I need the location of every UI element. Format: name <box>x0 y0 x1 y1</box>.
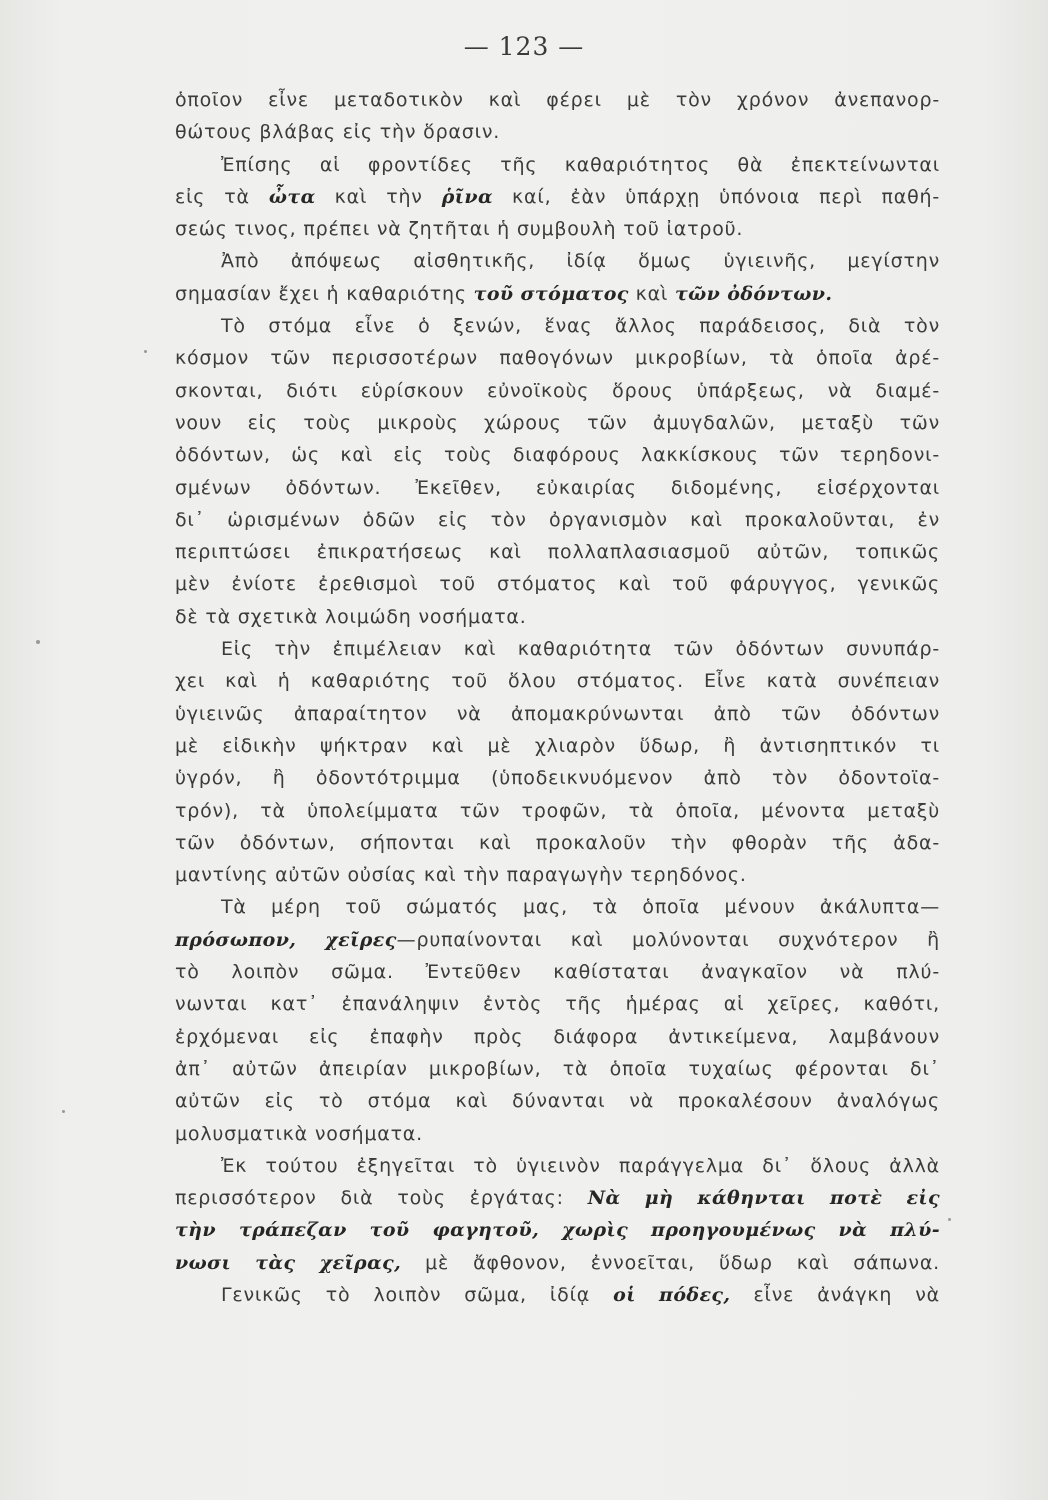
text-segment: Τὰ μέρη τοῦ σώματός μας, τὰ ὁποῖα μένουν ἀκάλυπτα— <box>221 896 940 919</box>
text-segment: τὸ λοιπὸν σῶμα. Ἐντεῦθεν καθίσταται ἀναγκαῖον νὰ πλύ- <box>175 961 940 984</box>
text-segment: εἰς τὰ <box>175 185 269 208</box>
text-line <box>175 1247 940 1279</box>
text-line <box>175 988 940 1020</box>
text-line <box>175 730 940 762</box>
text-line <box>175 84 940 116</box>
emphasized-text: οἱ πόδες, <box>613 1283 731 1306</box>
text-segment: νουν εἰς τοὺς μικροὺς χώρους τῶν ἀμυγδαλῶν, μεταξὺ τῶν <box>175 411 940 434</box>
text-segment: Ἐπίσης αἱ φροντίδες τῆς καθαριότητος θὰ ἐπεκτείνωνται <box>221 153 940 176</box>
page-number: — 123 — <box>463 32 585 61</box>
text-line <box>175 472 940 504</box>
text-segment: ὀδόντων, ὡς καὶ εἰς τοὺς διαφόρους λακκίσκους τῶν τερηδονι- <box>175 444 940 467</box>
text-segment: δὲ τὰ σχετικὰ λοιμώδη νοσήματα. <box>175 605 527 628</box>
text-line <box>175 407 940 439</box>
text-segment: σεώς τινος, πρέπει νὰ ζητῆται ἡ συμβουλὴ τοῦ ἰατροῦ. <box>175 218 744 241</box>
text-segment: Ἀπὸ ἀπόψεως αἰσθητικῆς, ἰδίᾳ ὅμως ὑγιεινῆς, μεγίστην <box>221 250 940 273</box>
emphasized-text: ὦτα <box>268 185 316 208</box>
text-line <box>175 1021 940 1053</box>
text-segment: καὶ τὴν <box>315 185 442 208</box>
text-segment: μὲ εἰδικὴν ψήκτραν καὶ μὲ χλιαρὸν ὕδωρ, ἢ ἀντισηπτικόν τι <box>175 734 940 757</box>
text-line <box>175 342 940 374</box>
text-segment: καί, ἐὰν ὑπάρχῃ ὑπόνοια περὶ παθή- <box>493 185 940 208</box>
text-line <box>175 181 940 213</box>
emphasized-text: τοῦ στόματος <box>473 282 629 305</box>
body-text <box>175 84 940 1311</box>
text-segment: ἐρχόμεναι εἰς ἐπαφὴν πρὸς διάφορα ἀντικείμενα, λαμβάνουν <box>175 1025 940 1048</box>
text-line <box>175 504 940 536</box>
text-line <box>175 213 940 245</box>
emphasized-text: τὴν τράπεζαν τοῦ φαγητοῦ, χωρὶς προηγουμένως νὰ πλύ- <box>175 1219 940 1242</box>
text-segment: σκονται, διότι εὑρίσκουν εὐνοϊκοὺς ὅρους ὑπάρξεως, νὰ διαμέ- <box>175 379 940 402</box>
emphasized-text: Νὰ μὴ κάθηνται ποτὲ εἰς <box>587 1187 940 1210</box>
text-line <box>175 116 940 148</box>
text-segment: τρόν), τὰ ὑπολείμματα τῶν τροφῶν, τὰ ὁποῖα, μένοντα μεταξὺ <box>175 799 940 822</box>
text-line <box>175 278 940 310</box>
text-segment: θώτους βλάβας εἰς τὴν ὅρασιν. <box>175 121 501 144</box>
text-line <box>175 633 940 665</box>
paper-speck <box>144 350 147 353</box>
text-line <box>175 1182 940 1214</box>
text-segment: Ἐκ τούτου ἐξηγεῖται τὸ ὑγιεινὸν παράγγελμα δι᾿ ὅλους ἀλλὰ <box>221 1154 940 1177</box>
text-line <box>175 439 940 471</box>
paper-speck <box>36 640 40 644</box>
text-segment: καὶ <box>628 282 675 305</box>
text-segment: περιπτώσει ἐπικρατήσεως καὶ πολλαπλασιασμοῦ αὐτῶν, τοπικῶς <box>175 541 940 564</box>
text-line <box>175 601 940 633</box>
text-line <box>175 1214 940 1246</box>
text-segment: ὑγρόν, ἢ ὀδοντότριμμα (ὑποδεικνυόμενον ἀπὸ τὸν ὀδοντοϊα- <box>175 767 940 790</box>
emphasized-text: πρόσωπον, χεῖρες <box>175 928 397 951</box>
paper-speck <box>948 1218 951 1221</box>
text-line <box>175 795 940 827</box>
text-line <box>175 1150 940 1182</box>
text-segment: μὲ ἄφθονον, ἐννοεῖται, ὕδωρ καὶ σάπωνα. <box>401 1251 940 1274</box>
text-segment: ἀπ᾿ αὐτῶν ἀπειρίαν μικροβίων, τὰ ὁποῖα τυχαίως φέρονται δι᾿ <box>175 1057 940 1080</box>
text-segment: αὐτῶν εἰς τὸ στόμα καὶ δύνανται νὰ προκαλέσουν ἀναλόγως <box>175 1090 940 1113</box>
text-line <box>175 859 940 891</box>
paper-speck <box>62 1110 65 1113</box>
text-line <box>175 762 940 794</box>
text-line <box>175 1279 940 1311</box>
text-line <box>175 1118 940 1150</box>
text-line <box>175 245 940 277</box>
text-segment: Γενικῶς τὸ λοιπὸν σῶμα, ἰδίᾳ <box>221 1283 614 1306</box>
text-segment: τῶν ὀδόντων, σήπονται καὶ προκαλοῦν τὴν φθορὰν τῆς ἀδα- <box>175 831 940 854</box>
text-line <box>175 310 940 342</box>
text-line <box>175 375 940 407</box>
text-segment: χει καὶ ἡ καθαριότης τοῦ ὅλου στόματος. Εἶνε κατὰ συνέπειαν <box>175 670 940 693</box>
text-segment: —ρυπαίνονται καὶ μολύνονται συχνότερον ἢ <box>396 928 941 951</box>
text-line <box>175 698 940 730</box>
text-segment: μολυσματικὰ νοσήματα. <box>175 1122 423 1145</box>
text-segment: δι᾿ ὡρισμένων ὁδῶν εἰς τὸν ὀργανισμὸν καὶ προκαλοῦνται, ἐν <box>175 508 940 531</box>
text-line <box>175 956 940 988</box>
text-line <box>175 568 940 600</box>
emphasized-text: τῶν ὀδόντων. <box>674 282 833 305</box>
text-segment: Εἰς τὴν ἐπιμέλειαν καὶ καθαριότητα τῶν ὀδόντων συνυπάρ- <box>221 638 940 661</box>
text-segment: μαντίνης αὐτῶν οὐσίας καὶ τὴν παραγωγὴν τερηδόνος. <box>175 864 747 887</box>
text-segment: εἶνε ἀνάγκη νὰ <box>730 1283 940 1306</box>
text-line <box>175 827 940 859</box>
text-segment: νωνται κατ᾿ ἐπανάληψιν ἐντὸς τῆς ἡμέρας αἱ χεῖρες, καθότι, <box>175 993 940 1016</box>
text-segment: κόσμον τῶν περισσοτέρων παθογόνων μικροβίων, τὰ ὁποῖα ἀρέ- <box>175 347 940 370</box>
text-line <box>175 1053 940 1085</box>
text-segment: περισσότερον διὰ τοὺς ἐργάτας: <box>175 1187 588 1210</box>
text-segment: μὲν ἐνίοτε ἐρεθισμοὶ τοῦ στόματος καὶ τοῦ φάρυγγος, γενικῶς <box>175 573 940 596</box>
text-line <box>175 891 940 923</box>
emphasized-text: ῥῖνα <box>441 185 493 208</box>
text-segment: ὁποῖον εἶνε μεταδοτικὸν καὶ φέρει μὲ τὸν χρόνον ἀνεπανορ- <box>175 89 940 111</box>
text-line <box>175 665 940 697</box>
text-line <box>175 1085 940 1117</box>
emphasized-text: νωσι τὰς χεῖρας, <box>175 1251 402 1274</box>
text-line <box>175 924 940 956</box>
text-segment: σμένων ὀδόντων. Ἐκεῖθεν, εὐκαιρίας διδομένης, εἰσέρχονται <box>175 476 940 499</box>
text-segment: ὑγιεινῶς ἀπαραίτητον νὰ ἀπομακρύνωνται ἀπὸ τῶν ὀδόντων <box>175 702 940 725</box>
text-segment: σημασίαν ἔχει ἡ καθαριότης <box>175 282 474 305</box>
text-segment: Τὸ στόμα εἶνε ὁ ξενών, ἕνας ἄλλος παράδεισος, διὰ τὸν <box>221 315 940 338</box>
text-line <box>175 536 940 568</box>
text-line <box>175 149 940 181</box>
